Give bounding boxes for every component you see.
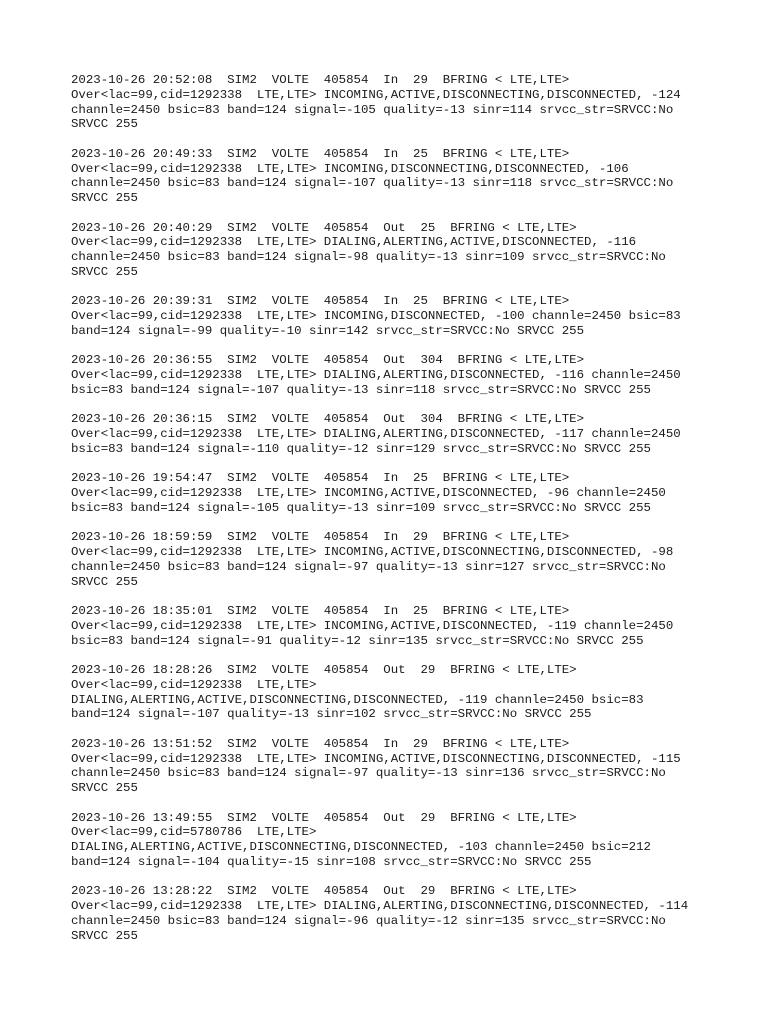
log-entry <box>71 294 711 338</box>
log-line: Over<lac=99,cid=1292338 LTE,LTE> INCOMING,ACTIVE,DISCONNECTED, -119 channle=2450 <box>71 618 674 633</box>
log-line: bsic=83 band=124 signal=-105 quality=-13 sinr=109 srvcc_str=SRVCC:No SRVCC 255 <box>71 500 651 515</box>
log-line: Over<lac=99,cid=1292338 LTE,LTE> <box>71 677 317 692</box>
log-entry <box>71 884 711 943</box>
log-line: bsic=83 band=124 signal=-91 quality=-12 sinr=135 srvcc_str=SRVCC:No SRVCC 255 <box>71 633 644 648</box>
log-line: channle=2450 bsic=83 band=124 signal=-97 quality=-13 sinr=136 srvcc_str=SRVCC:No <box>71 766 666 781</box>
log-line: band=124 signal=-107 quality=-13 sinr=102 srvcc_str=SRVCC:No SRVCC 255 <box>71 707 592 722</box>
log-line: channle=2450 bsic=83 band=124 signal=-97 quality=-13 sinr=127 srvcc_str=SRVCC:No <box>71 559 666 574</box>
log-line: bsic=83 band=124 signal=-110 quality=-12 sinr=129 srvcc_str=SRVCC:No SRVCC 255 <box>71 441 651 456</box>
log-entry <box>71 663 711 722</box>
log-entry <box>71 147 711 206</box>
log-line: 2023-10-26 19:54:47 SIM2 VOLTE 405854 In 25 BFRING < LTE,LTE> <box>71 471 570 486</box>
log-entry <box>71 737 711 796</box>
log-line: Over<lac=99,cid=1292338 LTE,LTE> DIALING,ALERTING,DISCONNECTING,DISCONNECTED, -114 <box>71 899 689 914</box>
log-line: Over<lac=99,cid=1292338 LTE,LTE> INCOMING,DISCONNECTED, -100 channle=2450 bsic=83 <box>71 309 681 324</box>
log-line: channle=2450 bsic=83 band=124 signal=-98 quality=-13 sinr=109 srvcc_str=SRVCC:No <box>71 250 666 265</box>
log-line: 2023-10-26 13:28:22 SIM2 VOLTE 405854 Out 29 BFRING < LTE,LTE> <box>71 884 577 899</box>
call-log-document <box>71 73 711 958</box>
log-line: 2023-10-26 18:59:59 SIM2 VOLTE 405854 In 29 BFRING < LTE,LTE> <box>71 530 570 545</box>
log-entry <box>71 412 711 456</box>
log-entry <box>71 530 711 589</box>
log-line: 2023-10-26 18:28:26 SIM2 VOLTE 405854 Out 29 BFRING < LTE,LTE> <box>71 663 577 678</box>
log-line: bsic=83 band=124 signal=-107 quality=-13 sinr=118 srvcc_str=SRVCC:No SRVCC 255 <box>71 382 651 397</box>
log-line: SRVCC 255 <box>71 781 138 796</box>
log-entry <box>71 471 711 515</box>
log-line: SRVCC 255 <box>71 117 138 132</box>
log-line: 2023-10-26 20:40:29 SIM2 VOLTE 405854 Out 25 BFRING < LTE,LTE> <box>71 220 577 235</box>
log-line: Over<lac=99,cid=1292338 LTE,LTE> INCOMING,ACTIVE,DISCONNECTING,DISCONNECTED, -124 <box>71 87 681 102</box>
log-line: band=124 signal=-99 quality=-10 sinr=142 srvcc_str=SRVCC:No SRVCC 255 <box>71 323 585 338</box>
log-line: DIALING,ALERTING,ACTIVE,DISCONNECTING,DISCONNECTED, -103 channle=2450 bsic=212 <box>71 840 651 855</box>
log-entry <box>71 73 711 132</box>
log-line: Over<lac=99,cid=1292338 LTE,LTE> INCOMING,ACTIVE,DISCONNECTING,DISCONNECTED, -115 <box>71 751 681 766</box>
log-entry <box>71 811 711 870</box>
log-line: Over<lac=99,cid=1292338 LTE,LTE> INCOMING,ACTIVE,DISCONNECTING,DISCONNECTED, -98 <box>71 545 674 560</box>
log-line: SRVCC 255 <box>71 191 138 206</box>
log-line: SRVCC 255 <box>71 574 138 589</box>
log-line: Over<lac=99,cid=1292338 LTE,LTE> DIALING,ALERTING,DISCONNECTED, -116 channle=2450 <box>71 368 681 383</box>
log-line: 2023-10-26 13:51:52 SIM2 VOLTE 405854 In 29 BFRING < LTE,LTE> <box>71 736 570 751</box>
log-line: SRVCC 255 <box>71 264 138 279</box>
log-line: channle=2450 bsic=83 band=124 signal=-105 quality=-13 sinr=114 srvcc_str=SRVCC:No <box>71 102 674 117</box>
log-line: 2023-10-26 18:35:01 SIM2 VOLTE 405854 In 25 BFRING < LTE,LTE> <box>71 604 570 619</box>
log-line: Over<lac=99,cid=5780786 LTE,LTE> <box>71 825 317 840</box>
log-line: Over<lac=99,cid=1292338 LTE,LTE> INCOMING,DISCONNECTING,DISCONNECTED, -106 <box>71 161 629 176</box>
log-line: 2023-10-26 20:36:15 SIM2 VOLTE 405854 Out 304 BFRING < LTE,LTE> <box>71 412 585 427</box>
log-line: 2023-10-26 13:49:55 SIM2 VOLTE 405854 Out 29 BFRING < LTE,LTE> <box>71 810 577 825</box>
log-line: channle=2450 bsic=83 band=124 signal=-96 quality=-12 sinr=135 srvcc_str=SRVCC:No <box>71 913 666 928</box>
log-entry <box>71 221 711 280</box>
log-line: Over<lac=99,cid=1292338 LTE,LTE> DIALING,ALERTING,ACTIVE,DISCONNECTED, -116 <box>71 235 637 250</box>
log-line: channle=2450 bsic=83 band=124 signal=-107 quality=-13 sinr=118 srvcc_str=SRVCC:No <box>71 176 674 191</box>
log-line: 2023-10-26 20:36:55 SIM2 VOLTE 405854 Out 304 BFRING < LTE,LTE> <box>71 353 585 368</box>
log-line: Over<lac=99,cid=1292338 LTE,LTE> INCOMING,ACTIVE,DISCONNECTED, -96 channle=2450 <box>71 486 666 501</box>
log-line: DIALING,ALERTING,ACTIVE,DISCONNECTING,DISCONNECTED, -119 channle=2450 bsic=83 <box>71 692 644 707</box>
log-line: 2023-10-26 20:49:33 SIM2 VOLTE 405854 In 25 BFRING < LTE,LTE> <box>71 146 570 161</box>
log-line: 2023-10-26 20:52:08 SIM2 VOLTE 405854 In 29 BFRING < LTE,LTE> <box>71 73 570 87</box>
log-line: Over<lac=99,cid=1292338 LTE,LTE> DIALING,ALERTING,DISCONNECTED, -117 channle=2450 <box>71 427 681 442</box>
log-line: band=124 signal=-104 quality=-15 sinr=108 srvcc_str=SRVCC:No SRVCC 255 <box>71 855 592 869</box>
log-line: SRVCC 255 <box>71 928 138 943</box>
log-entry <box>71 353 711 397</box>
log-entry <box>71 604 711 648</box>
log-line: 2023-10-26 20:39:31 SIM2 VOLTE 405854 In 25 BFRING < LTE,LTE> <box>71 294 570 309</box>
